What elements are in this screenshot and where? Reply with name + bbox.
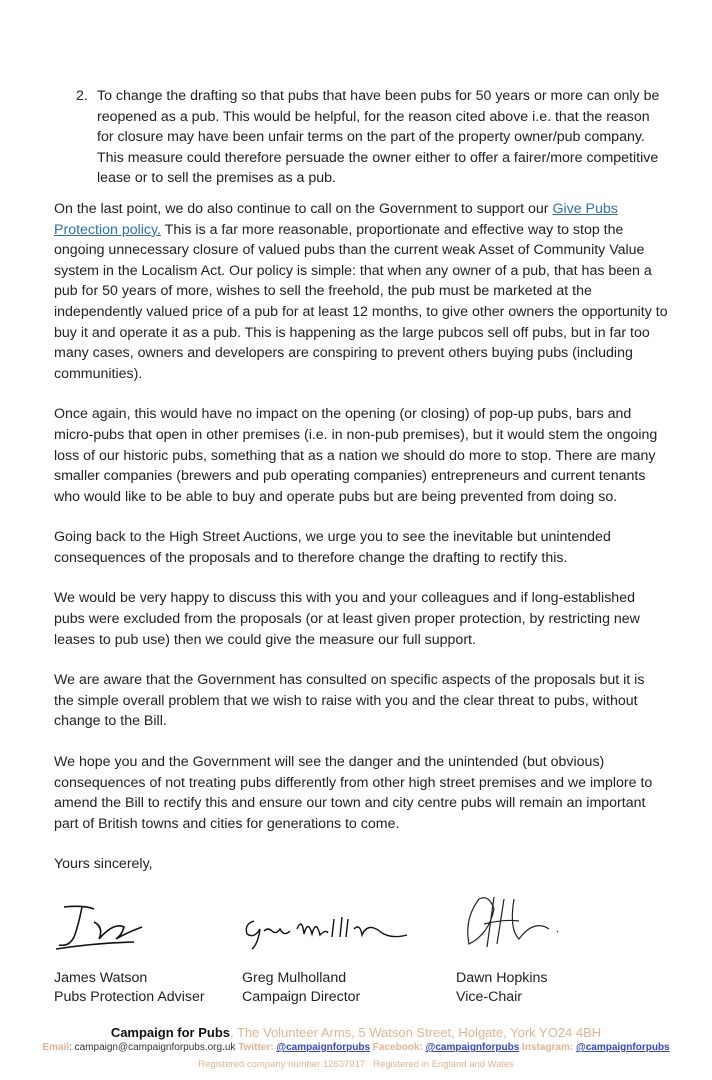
- registered-in: Registered in England and Wales: [373, 1059, 514, 1070]
- twitter-link[interactable]: @campaignforpubs: [276, 1042, 371, 1053]
- signature-greg-mulholland: [242, 909, 422, 954]
- twitter-label: Twitter: [238, 1042, 271, 1053]
- company-number: Registered company number 12637917: [198, 1059, 366, 1070]
- paragraph: Going back to the High Street Auctions, we urge you to see the inevitable but unintended consequences of the proposals and to therefore change the drafting to rectify this.: [54, 529, 611, 566]
- signatory-title: Campaign Director: [242, 989, 361, 1005]
- org-address: , The Volunteer Arms, 5 Watson Street, Holgate, York YO24 4BH: [230, 1025, 602, 1040]
- org-name: Campaign for Pubs: [110, 1025, 230, 1040]
- item-number: 2.: [76, 88, 88, 104]
- signature-james-watson: [54, 897, 149, 957]
- numbered-item: [76, 86, 668, 189]
- email-label: Email: [42, 1042, 70, 1053]
- letter-body: [54, 86, 668, 875]
- signatory-name: Dawn Hopkins: [456, 970, 548, 986]
- paragraph: We are aware that the Government has consulted on specific aspects of the proposals but it is the simple overall problem that we wish to raise with you and the clear threat to pubs, without change to the Bill.: [54, 672, 645, 730]
- paragraph-text: This is a far more reasonable, proportionate and effective way to stop the ongoing unnecessary closure of valued pubs than the current weak Asset of Community Value system in the Localism Act. Our policy is simple: that when any owner of a pub, that has been a pub for 50 years of more, wishes to sell the freehold, the pub must be marketed at the independently valued price of a pub for at least 12 months, to give other owners the opportunity to buy it and operate it as a pub. This is happening as the large pubcos sell off pubs, but in far too many cases, owners and developers are conspiring to prevent others buying pubs (including communities).: [54, 221, 668, 382]
- paragraph: We would be very happy to discuss this with you and your colleagues and if long-established pubs were excluded from the proposals (or at least given proper protection, by restricting new leases to pub use) then we could give the measure our full support.: [54, 590, 640, 648]
- signature-dawn-hopkins: [459, 889, 569, 954]
- signatory-name: James Watson: [54, 970, 148, 986]
- facebook-link[interactable]: @campaignforpubs: [425, 1042, 520, 1053]
- paragraph: We hope you and the Government will see the danger and the unintended (but obvious) consequences of not treating pubs differently from other high street premises and we implore to amend the Bill to rectify this and ensure our town and city centre pubs will remain an important part of British towns and cities for generations to come.: [54, 754, 653, 832]
- signatory-names: [54, 969, 674, 1009]
- email-address: campaign@campaignforpubs.org.uk: [74, 1042, 236, 1053]
- signatory-title: Pubs Protection Adviser: [54, 989, 205, 1005]
- signatures: [54, 889, 674, 961]
- signatory-name: Greg Mulholland: [242, 970, 347, 986]
- signatory: [242, 969, 360, 1007]
- footer-address-line: [0, 1025, 712, 1041]
- facebook-label: Facebook: [372, 1042, 420, 1053]
- instagram-label: Instagram: [522, 1042, 570, 1053]
- letterhead-footer: [0, 1025, 712, 1072]
- item-text: To change the drafting so that pubs that have been pubs for 50 years or more can only be reopened as a pub. This would be helpful, for the reason cited above i.e. that the reason for closure may have been unfair terms on the part of the property owner/pub company. This measure could therefore persuade the owner either to offer a fairer/more competitive lease or to sell the premises as a pub.: [97, 88, 660, 187]
- footer-contact-line: Email: campaign@campaignforpubs.org.uk Twitter: @campaignforpubs Facebook: @campaignforpubs Instagram: @campaignforpubs: [42, 1042, 670, 1053]
- footer-registration-line: [0, 1058, 712, 1072]
- signatory-title: Vice-Chair: [456, 989, 522, 1005]
- paragraph: [54, 199, 668, 384]
- signatory: [54, 969, 205, 1007]
- instagram-link[interactable]: @campaignforpubs: [575, 1042, 670, 1053]
- paragraph: Once again, this would have no impact on the opening (or closing) of pop-up pubs, bars and micro-pubs that open in other premises (i.e. in non-pub premises), but it would stem the ongoing loss of our historic pubs, something that as a nation we should do more to stop. There are many smaller companies (brewers and pub operating companies) entrepreneurs and current tenants who would like to be able to buy and operate pubs but are being prevented from doing so.: [54, 406, 658, 505]
- give-pubs-protection-link[interactable]: Give Pubs Protection policy.: [54, 200, 618, 238]
- signatory: [456, 969, 547, 1007]
- closing: Yours sincerely,: [54, 856, 153, 873]
- paragraph-text: On the last point, we do also continue to call on the Government to support our: [54, 200, 553, 217]
